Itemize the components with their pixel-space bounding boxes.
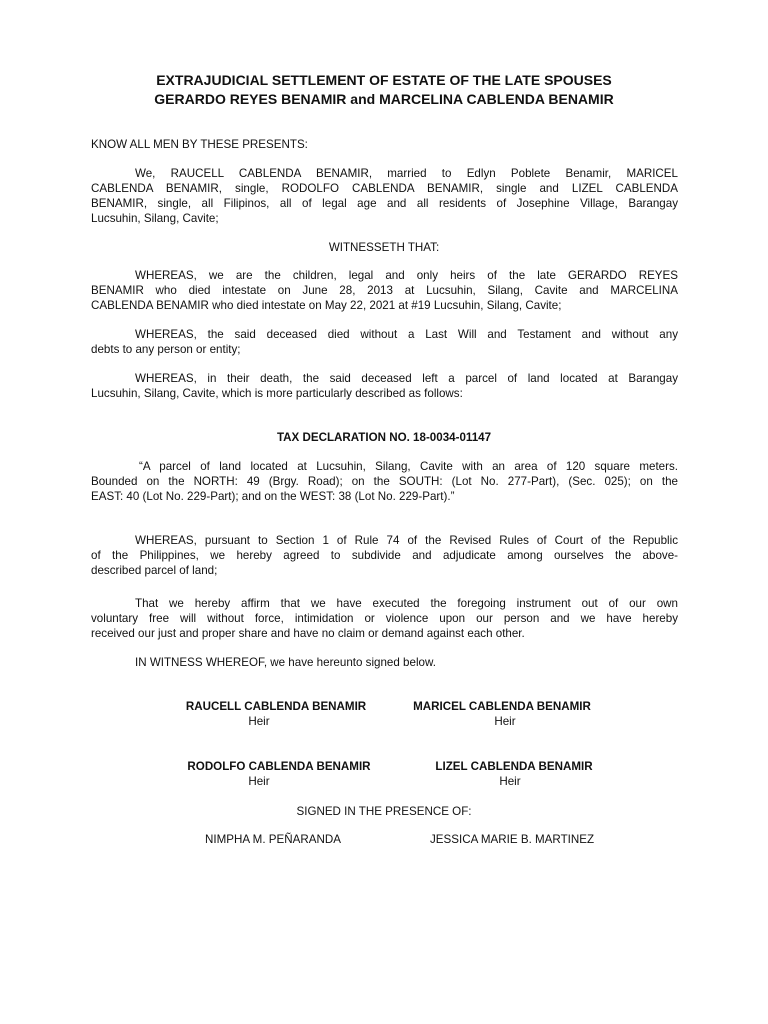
affirmation-line: voluntary free will without force, intimidation or violence upon our person and we have hereby [91, 612, 678, 625]
parties-line: BENAMIR, single, all Filipinos, all of legal age and all residents of Josephine Village, Barangay [91, 197, 678, 210]
whereas-1-line: BENAMIR who died intestate on June 28, 2013 at Lucsuhin, Silang, Cavite and MARCELINA [91, 284, 678, 297]
signatory-role: Heir [499, 775, 521, 788]
signatory-role: Heir [248, 715, 270, 728]
signatory-name: MARICEL CABLENDA BENAMIR [413, 700, 591, 713]
parties-line: CABLENDA BENAMIR, single, RODOLFO CABLENDA BENAMIR, single and LIZEL CABLENDA [91, 182, 678, 195]
land-description-line: “A parcel of land located at Lucsuhin, Silang, Cavite with an area of 120 square meters. [139, 460, 678, 473]
in-witness-whereof: IN WITNESS WHEREOF, we have hereunto signed below. [135, 656, 436, 669]
whereas-1-line: WHEREAS, we are the children, legal and only heirs of the late GERARDO REYES [135, 269, 678, 282]
witness-name: JESSICA MARIE B. MARTINEZ [430, 833, 595, 846]
parties-line: Lucsuhin, Silang, Cavite; [91, 212, 219, 225]
signatory-role: Heir [248, 775, 270, 788]
whereas-3-line: Lucsuhin, Silang, Cavite, which is more particularly described as follows: [91, 387, 463, 400]
signatory-name: RAUCELL CABLENDA BENAMIR [185, 700, 367, 713]
land-description-line: EAST: 40 (Lot No. 229-Part); and on the WEST: 38 (Lot No. 229-Part).” [91, 490, 455, 503]
affirmation-line: That we hereby affirm that we have executed the foregoing instrument out of our own [135, 597, 678, 610]
affirmation-line: received our just and proper share and have no claim or demand against each other. [91, 627, 525, 640]
whereas-1-line: CABLENDA BENAMIR who died intestate on May 22, 2021 at #19 Lucsuhin, Silang, Cavite; [91, 299, 562, 312]
signatory-role: Heir [494, 715, 516, 728]
whereas-4-line: described parcel of land; [91, 564, 218, 577]
witnesseth-heading: WITNESSETH THAT: [328, 241, 440, 254]
whereas-2-line: debts to any person or entity; [91, 343, 241, 356]
intro-heading: KNOW ALL MEN BY THESE PRESENTS: [91, 138, 308, 151]
document-title-line-2: GERARDO REYES BENAMIR and MARCELINA CABLENDA BENAMIR [154, 91, 614, 107]
signed-in-presence-heading: SIGNED IN THE PRESENCE OF: [296, 805, 472, 818]
whereas-4-line: WHEREAS, pursuant to Section 1 of Rule 74 of the Revised Rules of Court of the Republic [135, 534, 678, 547]
signatory-name: LIZEL CABLENDA BENAMIR [435, 760, 593, 773]
tax-declaration-heading: TAX DECLARATION NO. 18-0034-01147 [276, 431, 492, 444]
document-title-line-1: EXTRAJUDICIAL SETTLEMENT OF ESTATE OF THE LATE SPOUSES [156, 72, 612, 88]
parties-line: We, RAUCELL CABLENDA BENAMIR, married to Edlyn Poblete Benamir, MARICEL [135, 167, 678, 180]
witness-name: NIMPHA M. PEÑARANDA [205, 833, 341, 846]
whereas-4-line: of the Philippines, we hereby agreed to subdivide and adjudicate among ourselves the above- [91, 549, 678, 562]
whereas-2-line: WHEREAS, the said deceased died without a Last Will and Testament and without any [135, 328, 678, 341]
signatory-name: RODOLFO CABLENDA BENAMIR [187, 760, 371, 773]
land-description-line: Bounded on the NORTH: 49 (Brgy. Road); on the SOUTH: (Lot No. 277-Part), (Sec. 025); on the [91, 475, 678, 488]
whereas-3-line: WHEREAS, in their death, the said deceased left a parcel of land located at Barangay [135, 372, 678, 385]
